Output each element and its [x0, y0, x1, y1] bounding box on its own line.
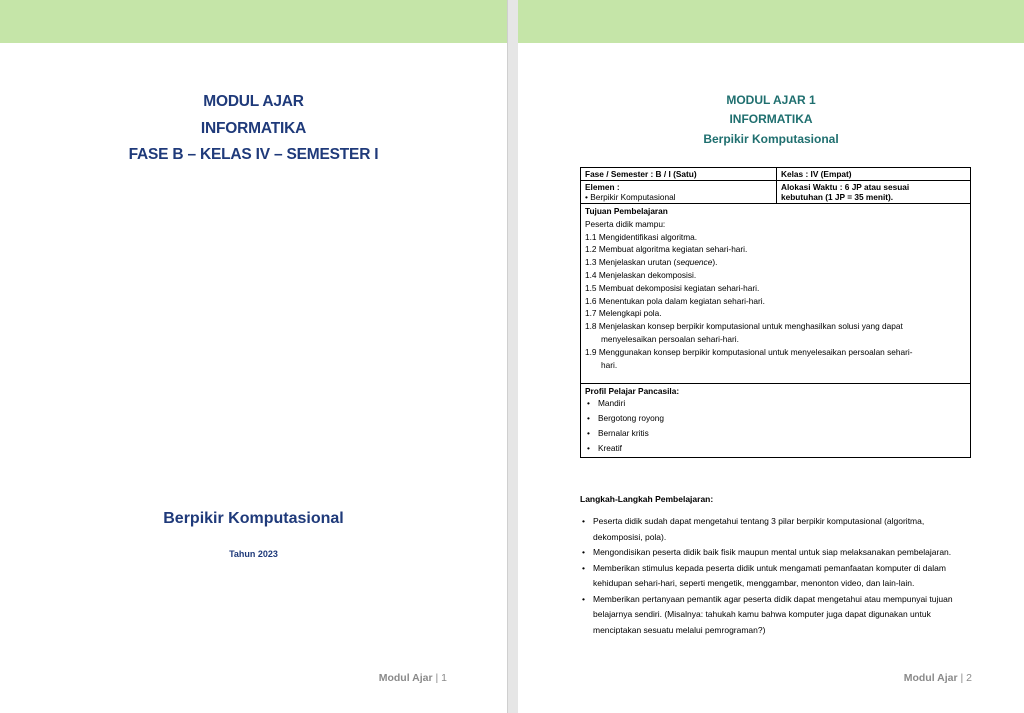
page-header-band [0, 0, 507, 43]
module-title-line2: INFORMATIKA [729, 112, 813, 126]
footer-separator: | [957, 672, 967, 684]
list-item: 1.9 Menggunakan konsep berpikir komputasional untuk menyelesaikan persoalan sehari- [585, 346, 913, 357]
document-page-1 [0, 0, 507, 713]
steps-title: Langkah-Langkah Pembelajaran: [580, 494, 714, 504]
tujuan-intro: Peserta didik mampu: [585, 218, 666, 229]
alokasi-cell [777, 181, 970, 203]
module-title-line3: Berpikir Komputasional [703, 132, 839, 146]
profil-cell [581, 384, 970, 457]
page-header-band [518, 0, 1024, 43]
list-item: 1.2 Membuat algoritma kegiatan sehari-hari. [585, 244, 748, 255]
steps-list [580, 514, 974, 638]
list-item: • Mandiri [585, 396, 966, 411]
table-row [581, 168, 970, 181]
document-page-2 [518, 0, 1024, 713]
page-gutter [507, 0, 508, 713]
list-item: • Bergotong royong [585, 411, 966, 426]
list-item: • Memberikan stimulus kepada peserta didik untuk mengamati pemanfaatan komputer di dalam kehidupan sehari-hari, seperti mengetik, menggambar, menonton video, dan lain-lain. [580, 561, 974, 592]
table-row [581, 181, 970, 204]
alokasi-line1: Alokasi Waktu : 6 JP atau sesuai [781, 182, 910, 192]
cover-year: Tahun 2023 [229, 549, 278, 559]
list-item: • Memberikan pertanyaan pemantik agar peserta didik dapat mengetahui atau mempunyai tujuan belajarnya sendiri. (Misalnya: tahukah kamu bahwa komputer juga dapat digunakan untuk menciptakan sesuatu melalui pemrograman?) [580, 592, 974, 639]
cover-subject: Berpikir Komputasional [163, 510, 344, 527]
page-footer [379, 672, 447, 684]
list-item: 1.7 Melengkapi pola. [585, 308, 662, 319]
list-item: • Mengondisikan peserta didik baik fisik maupun mental untuk siap melaksanakan pembelajaran. [580, 545, 974, 561]
table-row [581, 204, 970, 384]
list-item: 1.5 Membuat dekomposisi kegiatan sehari-hari. [585, 282, 760, 293]
list-item-continuation: hari. [601, 359, 618, 370]
list-item: • Peserta didik sudah dapat mengetahui tentang 3 pilar berpikir komputasional (algoritma, dekomposisi, pola). [580, 514, 974, 545]
list-item: 1.1 Mengidentifikasi algoritma. [585, 231, 698, 242]
cover-title-line1: MODUL AJAR [203, 93, 304, 110]
module-title-line1: MODUL AJAR 1 [726, 93, 816, 107]
module-info-table [580, 167, 971, 458]
list-item [585, 256, 966, 269]
footer-label: Modul Ajar [378, 672, 433, 684]
list-item-continuation: menyelesaikan persoalan sehari-hari. [601, 333, 739, 344]
tujuan-title: Tujuan Pembelajaran [585, 206, 668, 216]
cover-title-line3: FASE B – KELAS IV – SEMESTER I [128, 146, 379, 163]
profil-list [585, 396, 966, 456]
alokasi-line2: kebutuhan (1 JP = 35 menit). [781, 192, 894, 202]
list-item-tail: ). [712, 257, 718, 268]
list-item-text: 1.3 Menjelaskan urutan ( [585, 257, 677, 268]
fase-cell: Fase / Semester : B / I (Satu) [581, 168, 777, 180]
footer-separator: | [432, 672, 442, 684]
list-item: 1.6 Menentukan pola dalam kegiatan sehari-hari. [585, 295, 765, 306]
elemen-label: Elemen : [585, 182, 620, 192]
cover-title-line2: INFORMATIKA [200, 120, 307, 137]
list-item: • Bernalar kritis [585, 426, 966, 441]
kelas-cell: Kelas : IV (Empat) [781, 169, 852, 179]
list-item: 1.4 Menjelaskan dekomposisi. [585, 269, 697, 280]
footer-label: Modul Ajar [903, 672, 958, 684]
elemen-value: • Berpikir Komputasional [585, 192, 676, 202]
page-footer [904, 672, 972, 684]
table-row [581, 384, 970, 457]
list-item: • Kreatif [585, 441, 966, 456]
list-item-italic: sequence [676, 257, 713, 268]
footer-page-number: 2 [966, 672, 972, 684]
elemen-cell [581, 181, 777, 203]
footer-page-number: 1 [441, 672, 447, 684]
list-item: 1.8 Menjelaskan konsep berpikir komputasional untuk menghasilkan solusi yang dapat [585, 321, 903, 332]
tujuan-cell [581, 204, 970, 383]
profil-title: Profil Pelajar Pancasila: [585, 386, 680, 397]
